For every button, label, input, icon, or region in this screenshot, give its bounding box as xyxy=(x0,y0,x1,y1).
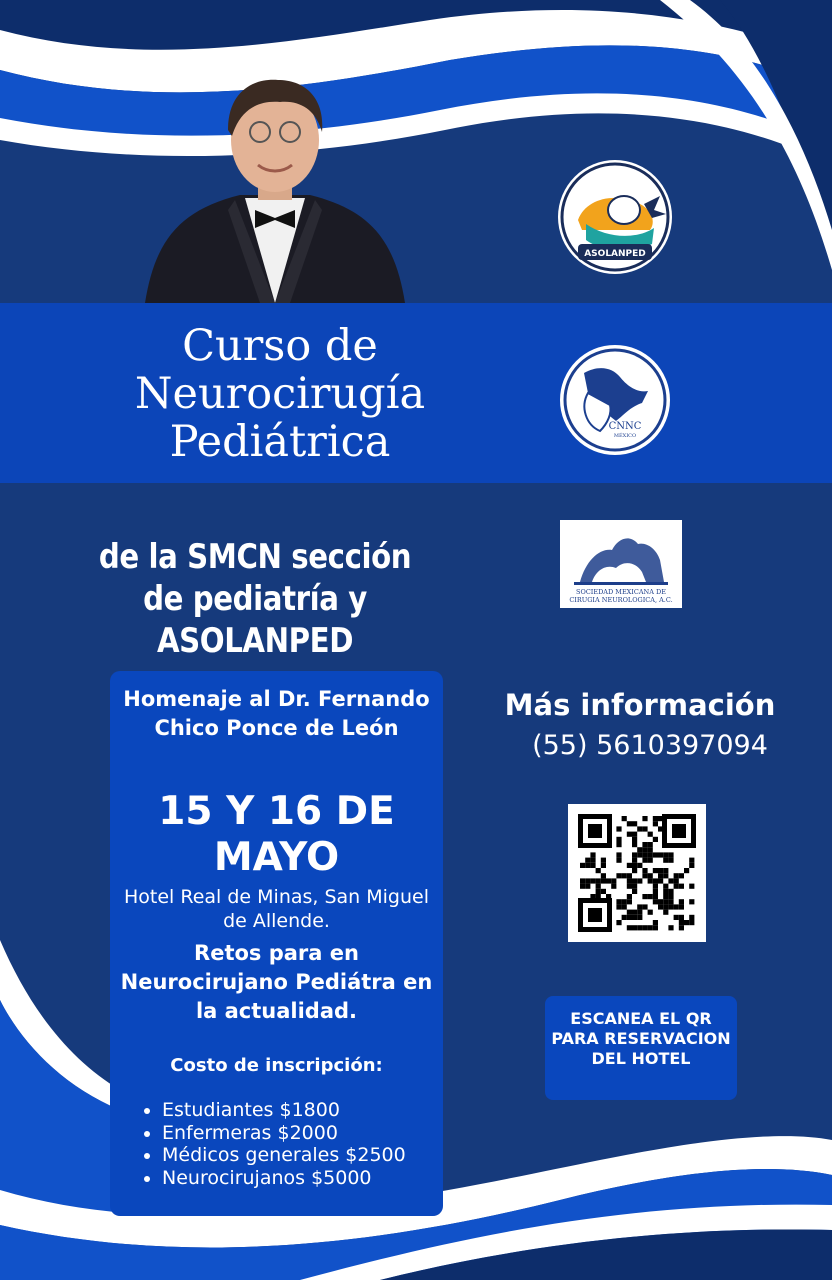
scan-qr-hotel-button[interactable] xyxy=(545,996,737,1100)
price-item-neurosurgeons: • Neurocirujanos $5000 xyxy=(162,1167,406,1190)
cnnc-logo-text: CNNC xyxy=(608,421,642,432)
more-info-title: Más información xyxy=(504,688,776,722)
svg-text:SOCIEDAD MEXICANA DE: SOCIEDAD MEXICANA DE xyxy=(576,588,666,596)
hotel-qr-code[interactable] xyxy=(568,804,706,942)
asolanped-logo-text: ASOLANPED xyxy=(584,249,646,259)
price-list xyxy=(140,1099,406,1189)
price-item-nurses: • Enfermeras $2000 xyxy=(162,1122,406,1145)
honoree-portrait xyxy=(140,70,410,303)
tribute-text: Homenaje al Dr. Fernando Chico Ponce de León xyxy=(123,687,430,740)
course-title: Curso de Neurocirugía Pediátrica xyxy=(134,321,426,467)
cnnc-logo xyxy=(558,343,672,457)
event-venue: Hotel Real de Minas, San Miguel de Allende. xyxy=(123,886,430,932)
organizers-subtitle: de la SMCN sección de pediatría y ASOLANPED xyxy=(98,537,412,661)
asolanped-logo xyxy=(556,158,674,276)
price-item-general-doctors: • Médicos generales $2500 xyxy=(162,1144,406,1167)
smcn-logo xyxy=(560,520,682,608)
price-item-students: • Estudiantes $1800 xyxy=(162,1099,406,1122)
event-details-card xyxy=(110,671,443,1216)
event-topic: Retos para en Neurocirujano Pediátra en la actualidad. xyxy=(120,941,433,1023)
cost-title: Costo de inscripción: xyxy=(170,1055,383,1076)
svg-text:MÉXICO: MÉXICO xyxy=(613,433,637,439)
contact-phone[interactable]: (55) 5610397094 xyxy=(532,730,768,761)
event-date: 15 Y 16 DE MAYO xyxy=(158,789,395,880)
scan-qr-label: ESCANEA EL QR PARA RESERVACION DEL HOTEL xyxy=(551,1009,731,1068)
svg-text:CIRUGIA NEUROLOGICA, A.C.: CIRUGIA NEUROLOGICA, A.C. xyxy=(569,596,673,604)
